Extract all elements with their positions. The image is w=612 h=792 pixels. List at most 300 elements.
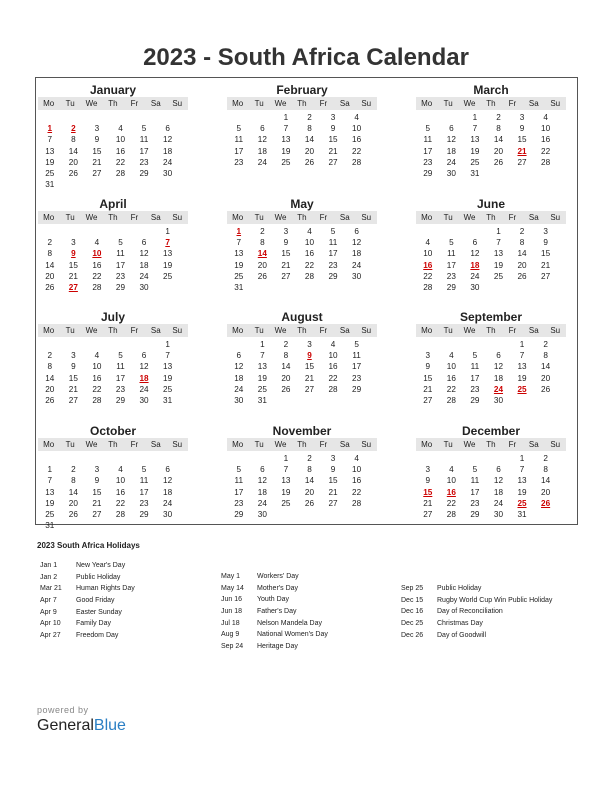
day-cell: 24: [139, 271, 149, 281]
day-grid: [38, 224, 188, 293]
holiday-column: [40, 560, 230, 642]
day-cell: 20: [541, 373, 551, 383]
weekday-label: Mo: [232, 440, 244, 449]
day-cell: 22: [352, 487, 362, 497]
holiday-name: Christmas Day: [437, 620, 483, 628]
day-cell: 16: [92, 373, 102, 383]
day-cell: 9: [519, 124, 525, 134]
day-cell: 3: [94, 124, 100, 134]
day-cell: 18: [257, 146, 267, 156]
day-cell: 20: [45, 384, 55, 394]
holiday-date: May 1: [221, 573, 241, 580]
day-cell: 23: [470, 498, 480, 508]
day-cell: 5: [236, 465, 242, 475]
day-cell: 18: [446, 146, 456, 156]
empty-cell: [227, 339, 251, 350]
day-cell: 25: [470, 157, 480, 167]
day-cell: 9: [330, 124, 336, 134]
weekday-label: Su: [550, 213, 561, 222]
holiday-row: [401, 618, 601, 630]
day-cell: 11: [470, 476, 480, 486]
day-cell: 30: [446, 168, 456, 178]
empty-cell: [85, 112, 109, 123]
day-cell: 2: [519, 227, 525, 236]
weekday-label: Sa: [150, 213, 161, 222]
empty-cell: [85, 339, 109, 350]
weekday-label: Fr: [508, 440, 517, 449]
weekday-label: Mo: [232, 213, 244, 222]
day-cell: 24: [352, 260, 362, 270]
day-cell: 7: [47, 476, 53, 486]
day-cell: 24: [163, 157, 173, 167]
day-cell: 25: [257, 384, 267, 394]
day-cell: 1: [472, 113, 478, 122]
month-march: [416, 83, 566, 179]
day-cell: 3: [543, 227, 548, 236]
empty-cell: [156, 453, 180, 464]
day-cell: 13: [45, 146, 55, 156]
month-december: [416, 424, 566, 520]
day-cell: 20: [304, 487, 315, 497]
day-cell: 26: [68, 168, 78, 178]
weekday-header: [227, 324, 377, 337]
brand-logo[interactable]: [37, 717, 126, 735]
weekday-label: Fr: [508, 326, 517, 335]
day-cell: 16: [541, 135, 551, 145]
day-cell: 11: [352, 351, 361, 361]
empty-cell: [132, 226, 156, 237]
weekday-label: Su: [172, 99, 183, 108]
day-cell: 14: [517, 249, 527, 259]
empty-cell: [85, 453, 109, 464]
day-cell: 31: [470, 168, 480, 178]
holiday-row: [401, 583, 601, 595]
day-cell: 15: [517, 135, 527, 145]
day-cell: 8: [47, 362, 53, 372]
empty-cell: [227, 112, 251, 123]
day-cell: 4: [449, 351, 454, 361]
empty-cell: [38, 226, 62, 237]
day-cell: 22: [92, 271, 102, 281]
day-cell: 28: [328, 384, 338, 394]
day-cell: 5: [118, 238, 123, 248]
day-cell: 27: [328, 498, 338, 508]
holiday-name: Public Holiday: [437, 585, 482, 592]
holiday-date: Mar 21: [40, 585, 62, 593]
weekday-label: Th: [108, 213, 118, 222]
empty-cell: [440, 339, 464, 350]
day-cell: 24: [446, 157, 456, 167]
day-cell: 10: [446, 476, 456, 486]
weekday-label: Sa: [528, 99, 539, 108]
day-cell: 25: [45, 168, 55, 178]
day-cell: 14: [541, 362, 551, 372]
day-grid: [227, 224, 377, 293]
empty-cell: [132, 339, 156, 350]
day-cell: 18: [139, 260, 149, 270]
day-cell: 23: [234, 157, 244, 167]
day-cell: 7: [496, 238, 501, 248]
day-cell: 25: [281, 498, 291, 508]
holiday-day-cell: 25: [517, 498, 527, 508]
day-cell: 26: [281, 384, 291, 394]
day-cell: 12: [257, 135, 267, 145]
day-cell: 30: [163, 168, 173, 178]
day-cell: 11: [116, 249, 125, 259]
day-cell: 3: [425, 351, 431, 361]
day-cell: 25: [493, 271, 504, 281]
empty-cell: [62, 453, 86, 464]
weekday-label: We: [463, 440, 476, 449]
weekday-label: Sa: [339, 440, 350, 449]
day-cell: 9: [94, 135, 100, 145]
weekday-label: Fr: [130, 326, 139, 335]
empty-cell: [440, 112, 464, 123]
month-name: September: [459, 310, 523, 324]
day-cell: 21: [423, 384, 433, 394]
month-october: [38, 424, 188, 531]
day-cell: 7: [283, 465, 289, 475]
day-cell: 28: [446, 509, 456, 519]
holiday-name: National Women's Day: [257, 631, 328, 639]
day-cell: 29: [352, 384, 362, 394]
day-cell: 2: [47, 351, 53, 361]
holiday-day-cell: 18: [470, 260, 480, 270]
day-cell: 3: [71, 238, 76, 248]
month-august: [227, 310, 377, 406]
day-grid: [416, 451, 566, 520]
day-cell: 13: [163, 362, 173, 372]
day-cell: 29: [423, 168, 433, 178]
day-cell: 15: [68, 260, 78, 270]
day-cell: 24: [234, 384, 244, 394]
month-name: October: [89, 424, 136, 438]
day-cell: 13: [163, 249, 173, 259]
day-cell: 27: [92, 168, 102, 178]
holiday-name: Easter Sunday: [76, 608, 122, 616]
day-cell: 5: [118, 351, 123, 361]
day-cell: 12: [352, 238, 362, 248]
day-cell: 17: [446, 260, 456, 270]
day-cell: 13: [517, 476, 527, 486]
day-cell: 19: [45, 157, 55, 167]
day-cell: 28: [352, 498, 362, 508]
weekday-label: Mo: [43, 99, 55, 108]
holiday-date: Jun 18: [221, 608, 243, 616]
empty-cell: [487, 453, 511, 464]
empty-cell: [416, 453, 440, 464]
holiday-date: Jan 2: [40, 573, 58, 581]
day-cell: 15: [328, 135, 338, 145]
day-cell: 10: [92, 362, 102, 372]
day-cell: 18: [257, 487, 267, 497]
holiday-name: Freedom Day: [76, 632, 119, 640]
day-cell: 29: [234, 509, 244, 519]
weekday-label: Su: [361, 440, 372, 449]
day-cell: 19: [281, 487, 291, 497]
holiday-name: Mother's Day: [257, 584, 299, 592]
day-cell: 3: [71, 351, 76, 361]
day-cell: 27: [541, 271, 551, 281]
empty-cell: [251, 112, 275, 123]
day-cell: 19: [281, 146, 291, 156]
day-grid: [416, 224, 566, 293]
day-cell: 3: [519, 113, 525, 122]
day-cell: 6: [165, 124, 170, 134]
day-cell: 17: [470, 487, 480, 497]
day-cell: 14: [304, 135, 315, 145]
holiday-date: Aug 9: [221, 631, 240, 639]
weekday-label: Th: [297, 213, 307, 222]
day-cell: 6: [236, 351, 242, 361]
day-cell: 6: [354, 227, 359, 236]
day-cell: 30: [257, 509, 267, 519]
day-cell: 24: [163, 498, 173, 508]
holiday-date: Apr 7: [40, 597, 57, 605]
holiday-column: [221, 571, 411, 653]
day-cell: 1: [283, 454, 289, 463]
day-cell: 26: [517, 271, 527, 281]
day-cell: 4: [354, 113, 359, 122]
weekday-label: Tu: [254, 440, 264, 449]
day-cell: 17: [234, 146, 244, 156]
weekday-label: Tu: [65, 440, 75, 449]
day-cell: 22: [115, 498, 126, 508]
weekday-label: Tu: [65, 326, 75, 335]
weekday-label: Tu: [443, 213, 453, 222]
empty-cell: [132, 453, 156, 464]
weekday-label: Su: [361, 213, 372, 222]
holiday-row: [40, 607, 230, 619]
weekday-header: [38, 97, 188, 110]
day-cell: 22: [446, 498, 456, 508]
day-cell: 2: [307, 454, 312, 463]
holiday-date: Dec 16: [401, 608, 424, 616]
day-cell: 25: [45, 509, 55, 519]
day-cell: 26: [304, 498, 315, 508]
day-cell: 6: [449, 124, 454, 134]
holiday-name: Father's Day: [257, 608, 297, 616]
holiday-name: Rugby World Cup Win Public Holiday: [437, 596, 553, 604]
day-cell: 14: [281, 362, 291, 372]
holiday-name: Workers' Day: [257, 573, 299, 580]
day-cell: 30: [163, 509, 173, 519]
weekday-label: Th: [108, 326, 118, 335]
day-cell: 4: [118, 465, 123, 475]
day-cell: 17: [470, 373, 480, 383]
day-cell: 12: [446, 135, 456, 145]
holiday-day-cell: 25: [517, 384, 527, 394]
empty-cell: [416, 226, 440, 237]
weekday-label: Fr: [130, 213, 139, 222]
holiday-row: [221, 618, 411, 630]
day-cell: 18: [493, 373, 504, 383]
day-cell: 29: [328, 271, 338, 281]
day-cell: 14: [68, 146, 78, 156]
day-cell: 24: [139, 384, 149, 394]
day-cell: 21: [328, 146, 338, 156]
weekday-label: We: [85, 99, 98, 108]
day-cell: 24: [470, 271, 480, 281]
day-cell: 18: [163, 487, 173, 497]
holiday-date: Sep 25: [401, 585, 424, 592]
day-cell: 11: [423, 135, 433, 145]
empty-cell: [38, 112, 62, 123]
day-cell: 6: [496, 351, 501, 361]
day-cell: 23: [446, 271, 456, 281]
holiday-row: [40, 618, 230, 630]
month-february: [227, 83, 377, 168]
empty-cell: [463, 453, 487, 464]
day-cell: 28: [92, 395, 102, 405]
weekday-label: Mo: [421, 213, 433, 222]
day-cell: 3: [425, 465, 431, 475]
empty-cell: [487, 339, 511, 350]
month-january: [38, 83, 188, 190]
day-cell: 9: [543, 238, 548, 248]
day-cell: 26: [257, 271, 267, 281]
weekday-label: Sa: [339, 326, 350, 335]
day-cell: 8: [260, 238, 265, 248]
day-cell: 19: [517, 373, 527, 383]
day-cell: 31: [163, 395, 173, 405]
weekday-header: [38, 211, 188, 224]
day-cell: 4: [543, 113, 548, 122]
weekday-label: Mo: [232, 99, 244, 108]
day-cell: 31: [257, 395, 267, 405]
holiday-date: Jul 18: [221, 619, 240, 627]
day-cell: 23: [115, 271, 126, 281]
weekday-label: Mo: [421, 99, 433, 108]
day-cell: 17: [328, 249, 338, 259]
day-cell: 14: [541, 476, 551, 486]
day-cell: 29: [139, 168, 149, 178]
holiday-row: [40, 572, 230, 584]
holiday-day-cell: 14: [257, 249, 267, 259]
day-cell: 5: [472, 465, 478, 475]
day-cell: 8: [543, 465, 548, 475]
day-cell: 9: [283, 238, 289, 248]
powered-by: powered by: [37, 705, 89, 715]
weekday-header: [227, 211, 377, 224]
holiday-row: [401, 630, 601, 642]
weekday-label: Fr: [319, 213, 328, 222]
day-cell: 26: [541, 384, 551, 394]
weekday-label: We: [463, 99, 476, 108]
day-cell: 18: [234, 373, 244, 383]
day-cell: 7: [283, 124, 289, 134]
day-cell: 10: [423, 249, 433, 259]
day-cell: 16: [115, 146, 126, 156]
day-cell: 26: [493, 157, 504, 167]
weekday-label: Tu: [65, 213, 75, 222]
weekday-label: Sa: [339, 213, 350, 222]
day-grid: [227, 451, 377, 520]
day-cell: 20: [257, 260, 267, 270]
day-cell: 14: [45, 373, 55, 383]
day-cell: 5: [141, 465, 147, 475]
day-cell: 27: [281, 271, 291, 281]
day-cell: 17: [352, 362, 362, 372]
day-cell: 15: [328, 476, 338, 486]
day-cell: 24: [257, 157, 267, 167]
weekday-label: Th: [486, 440, 496, 449]
holiday-day-cell: 18: [139, 373, 149, 383]
day-cell: 19: [163, 373, 173, 383]
day-cell: 28: [115, 168, 126, 178]
day-cell: 21: [328, 487, 338, 497]
day-cell: 6: [260, 465, 265, 475]
holiday-day-cell: 26: [541, 498, 551, 508]
day-cell: 11: [234, 476, 244, 486]
day-cell: 13: [281, 476, 291, 486]
weekday-label: Fr: [508, 213, 517, 222]
day-cell: 17: [234, 487, 244, 497]
weekday-label: Fr: [319, 440, 328, 449]
day-grid: [416, 110, 566, 179]
day-cell: 2: [307, 113, 312, 122]
weekday-header: [416, 211, 566, 224]
holiday-day-cell: 2: [71, 124, 76, 134]
empty-cell: [38, 339, 62, 350]
day-cell: 28: [423, 282, 433, 292]
day-cell: 6: [165, 465, 170, 475]
day-cell: 6: [141, 351, 147, 361]
day-cell: 8: [71, 135, 76, 145]
weekday-label: Th: [297, 440, 307, 449]
weekday-label: Tu: [254, 99, 264, 108]
day-cell: 2: [47, 238, 53, 248]
empty-cell: [227, 453, 251, 464]
empty-cell: [62, 112, 86, 123]
day-cell: 1: [519, 454, 525, 463]
day-cell: 15: [92, 487, 102, 497]
day-cell: 10: [115, 476, 126, 486]
day-cell: 30: [139, 395, 149, 405]
month-name: February: [276, 83, 328, 97]
weekday-header: [38, 324, 188, 337]
holiday-name: Day of Reconciliation: [437, 608, 503, 616]
month-april: [38, 197, 188, 293]
day-cell: 21: [92, 498, 102, 508]
day-cell: 25: [281, 157, 291, 167]
day-cell: 16: [92, 260, 102, 270]
day-cell: 12: [139, 362, 149, 372]
day-cell: 13: [257, 362, 267, 372]
weekday-header: [227, 438, 377, 451]
weekday-label: We: [274, 213, 287, 222]
day-cell: 7: [260, 351, 265, 361]
day-cell: 25: [163, 271, 173, 281]
holiday-date: May 14: [221, 584, 244, 592]
day-cell: 27: [68, 395, 78, 405]
day-cell: 17: [139, 487, 149, 497]
brand-general: General: [37, 717, 94, 734]
day-cell: 31: [517, 509, 527, 519]
day-cell: 11: [139, 476, 149, 486]
day-cell: 6: [141, 238, 147, 248]
day-cell: 17: [115, 260, 126, 270]
day-cell: 7: [519, 351, 525, 361]
holiday-day-cell: 1: [236, 227, 242, 236]
holiday-day-cell: 7: [165, 238, 170, 248]
weekday-label: Fr: [319, 326, 328, 335]
holiday-date: Jan 1: [40, 562, 58, 569]
weekday-label: We: [85, 326, 98, 335]
empty-cell: [62, 339, 86, 350]
day-cell: 26: [304, 157, 315, 167]
holiday-column: [401, 583, 601, 641]
